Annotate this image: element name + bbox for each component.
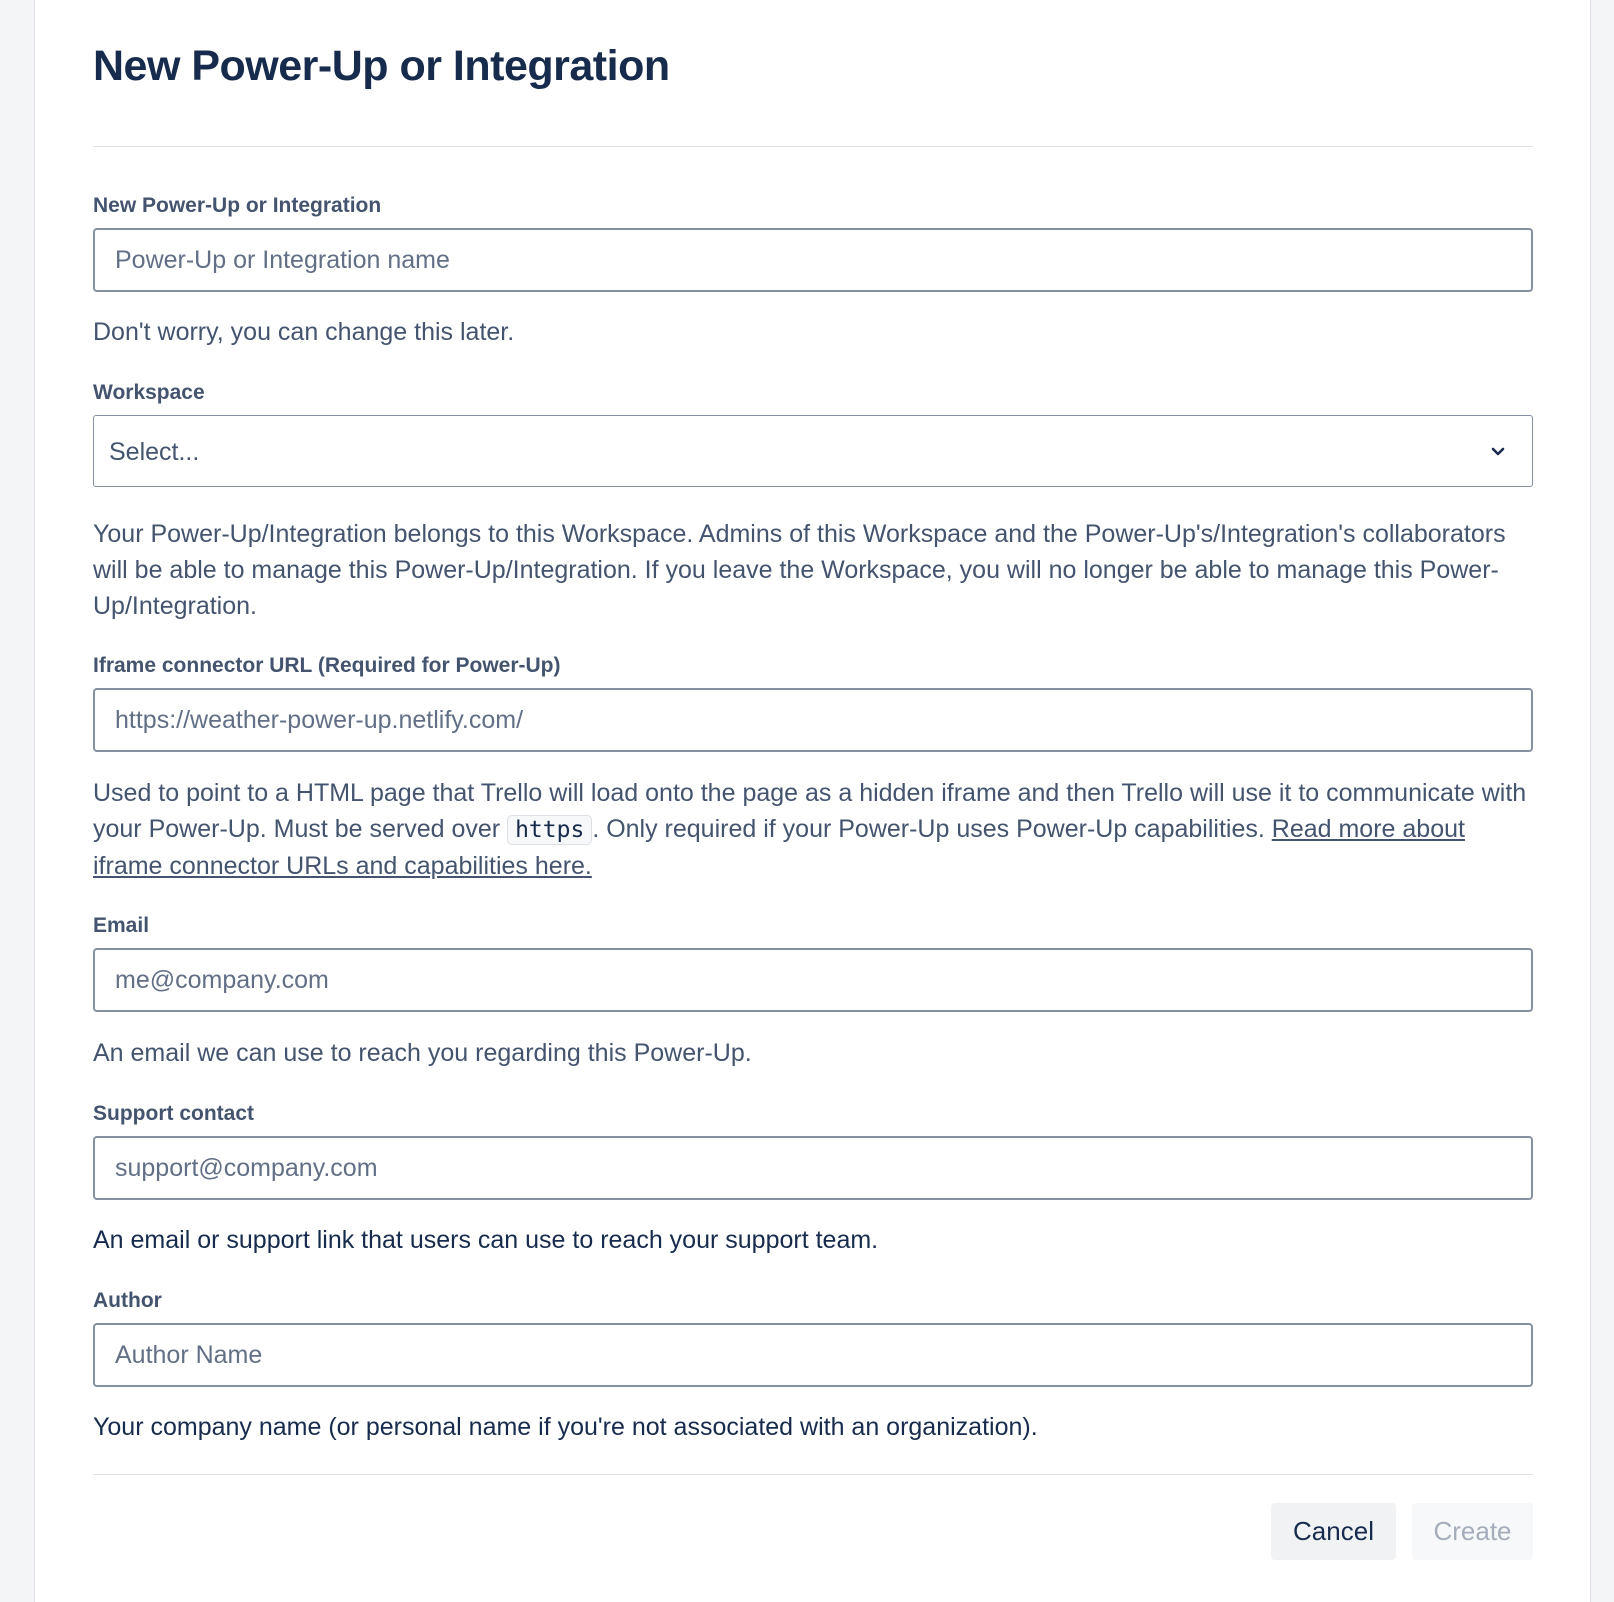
workspace-label: Workspace	[93, 381, 205, 404]
page-title: New Power-Up or Integration	[93, 42, 670, 90]
name-help: Don't worry, you can change this later.	[93, 318, 515, 346]
support-contact-help: An email or support link that users can use to reach your support team.	[93, 1226, 879, 1254]
iframe-url-label: Iframe connector URL (Required for Power-Up)	[93, 654, 561, 677]
cancel-button[interactable]: Cancel	[1271, 1503, 1396, 1560]
header-divider	[93, 146, 1533, 147]
author-input[interactable]	[93, 1323, 1533, 1387]
iframe-url-input[interactable]	[93, 688, 1533, 752]
email-label: Email	[93, 914, 150, 937]
create-button[interactable]: Create	[1412, 1503, 1533, 1560]
name-input[interactable]	[93, 228, 1533, 292]
email-help: An email we can use to reach you regarding this Power-Up.	[93, 1039, 752, 1067]
author-help: Your company name (or personal name if you're not associated with an organization).	[93, 1413, 1038, 1441]
iframe-help-text-1: Used to point to a HTML page that Trello will load onto the page as a hidden iframe and then Trello will use it to communicate with your Power-Up. Must be served over	[93, 779, 1527, 843]
name-label: New Power-Up or Integration	[93, 194, 382, 217]
iframe-url-help	[93, 775, 1533, 884]
iframe-help-text-2: . Only required if your Power-Up uses Power-Up capabilities.	[592, 815, 1272, 843]
support-contact-label: Support contact	[93, 1102, 254, 1125]
author-label: Author	[93, 1289, 162, 1312]
workspace-select[interactable]	[93, 415, 1533, 487]
footer-divider	[93, 1474, 1533, 1475]
workspace-help: Your Power-Up/Integration belongs to this Workspace. Admins of this Workspace and the Power-Up's/Integration's collaborators will be able to manage this Power-Up/Integration. If you leave the Workspace, you will no longer be able to manage this Power-Up/Integration.	[93, 520, 1506, 620]
email-input[interactable]	[93, 948, 1533, 1012]
workspace-select-value: Select...	[109, 438, 200, 466]
chevron-down-icon	[1486, 439, 1510, 463]
iframe-docs-link[interactable]: Read more about iframe connector URLs and capabilities here.	[93, 815, 1465, 880]
https-code: https	[507, 815, 592, 845]
support-contact-input[interactable]	[93, 1136, 1533, 1200]
new-power-up-dialog	[34, 0, 1591, 1602]
